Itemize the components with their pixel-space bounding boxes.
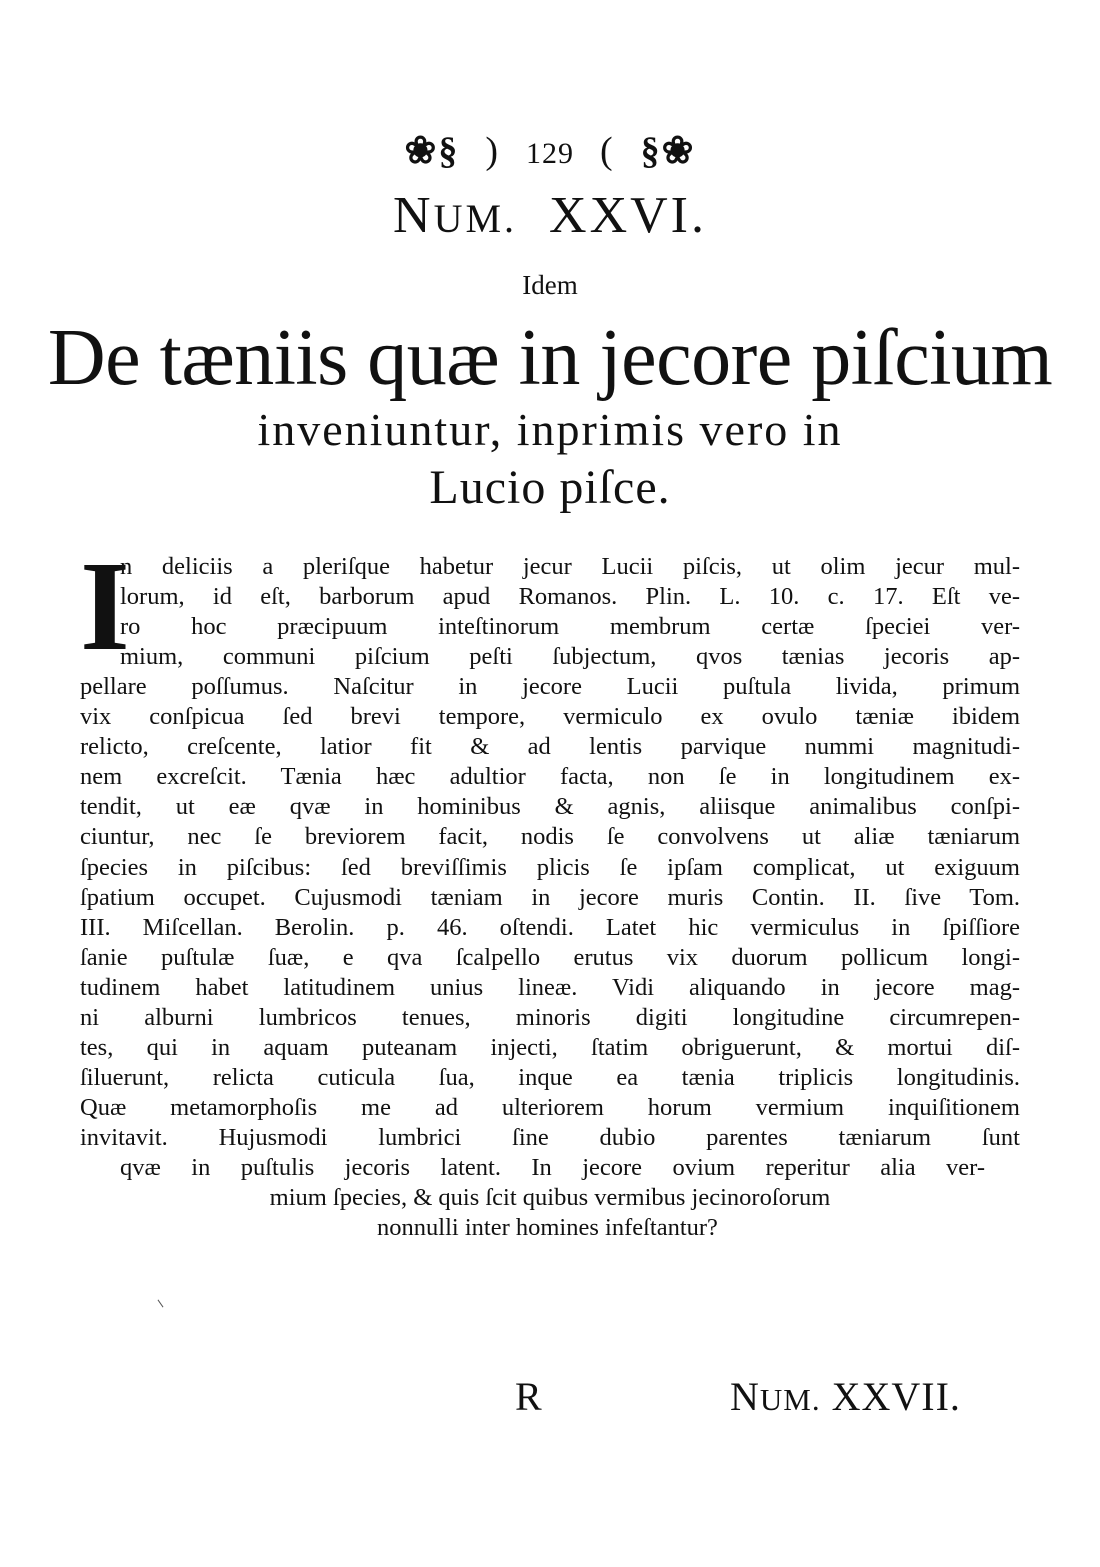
body-line: n deliciis a pleriſque habetur jecur Lucii piſcis, ut olim jecur mul- (120, 553, 1020, 580)
body-line: relicto, creſcente, latior fit & ad lentis parvique nummi magnitudi- (80, 733, 1020, 761)
body-line: Quæ metamorphoſis me ad ulteriorem horum vermium inquiſitionem (80, 1093, 1020, 1121)
num-roman: XXVI. (549, 187, 707, 244)
body-line: tes, qui in aquam puteanam injecti, ſtatim obriguerunt, & mortui diſ- (80, 1033, 1020, 1061)
num-prefix-initial: N (393, 187, 434, 244)
body-line: ni alburni lumbricos tenues, minoris digiti longitudine circumrepen- (80, 1003, 1020, 1031)
stray-mark (158, 1300, 164, 1308)
body-line: tudinem habet latitudinem unius lineæ. Vidi aliquando in jecore mag- (80, 973, 1020, 1001)
body-line: invitavit. Hujusmodi lumbrici ſine dubio parentes tæniarum ſunt (80, 1123, 1020, 1151)
title-line-3: Lucio piſce. (429, 461, 671, 514)
catchword-roman: XXVII. (831, 1374, 961, 1419)
body-line: ſanie puſtulæ ſuæ, e qva ſcalpello erutus vix duorum pollicum longi- (80, 943, 1020, 971)
catchword (730, 1373, 961, 1420)
signature-mark: R (515, 1374, 542, 1419)
ornament-right-icon: §❀ (640, 130, 696, 172)
body-line: mium, communi piſcium peſti ſubjectum, qvos tænias jecoris ap- (120, 643, 1020, 671)
body-line: ciuntur, nec ſe breviorem facit, nodis ſe convolvens ut aliæ tæniarum (80, 823, 1020, 851)
body-line: tendit, ut eæ qvæ in hominibus & agnis, aliisque animalibus conſpi- (80, 793, 1020, 821)
ornament-left-icon: ❀§ (404, 130, 460, 172)
title-line-1: De tæniis quæ in jecore piſcium (47, 314, 1053, 402)
title-line-2: inveniuntur, inprimis vero in (257, 404, 843, 455)
drop-cap: I (80, 535, 130, 677)
catchword-rest: UM. (759, 1382, 821, 1417)
body-line: qvæ in puſtulis jecoris latent. In jecore ovium reperitur alia ver- (120, 1154, 985, 1181)
num-prefix-rest: UM. (433, 196, 518, 241)
body-line: mium ſpecies, & quis ſcit quibus vermibus jecinoroſorum (269, 1184, 831, 1212)
bracket-left: ) (485, 130, 500, 172)
bracket-right: ( (600, 130, 615, 172)
author-line: Idem (522, 270, 578, 300)
catchword-initial: N (730, 1374, 760, 1419)
body-line: ſpatium occupet. Cujusmodi tæniam in jecore muris Contin. II. ſive Tom. (80, 883, 1020, 911)
body-line: III. Miſcellan. Berolin. p. 46. oſtendi. Latet hic vermiculus in ſpiſſiore (80, 913, 1020, 941)
body-line: nem excreſcit. Tænia hæc adultior facta, non ſe in longitudinem ex- (80, 763, 1020, 791)
body-line: ſiluerunt, relicta cuticula ſua, inque ea tænia triplicis longitudinis. (80, 1063, 1020, 1091)
body-line: nonnulli inter homines infeſtantur? (377, 1214, 718, 1242)
body-line: pellare poſſumus. Naſcitur in jecore Lucii puſtula livida, primum (80, 673, 1020, 701)
running-head (0, 128, 1100, 173)
body-line: ſpecies in piſcibus: ſed breviſſimis plicis ſe ipſam complicat, ut exiguum (80, 853, 1020, 881)
page-number: 129 (526, 137, 574, 170)
body-line: vix conſpicua ſed brevi tempore, vermiculo ex ovulo tæniæ ibidem (80, 703, 1020, 731)
body-line: ro hoc præcipuum inteſtinorum membrum certæ ſpeciei ver- (120, 613, 1020, 641)
body-line: lorum, id eſt, barborum apud Romanos. Plin. L. 10. c. 17. Eſt ve- (120, 583, 1020, 611)
section-number-heading (0, 186, 1100, 245)
